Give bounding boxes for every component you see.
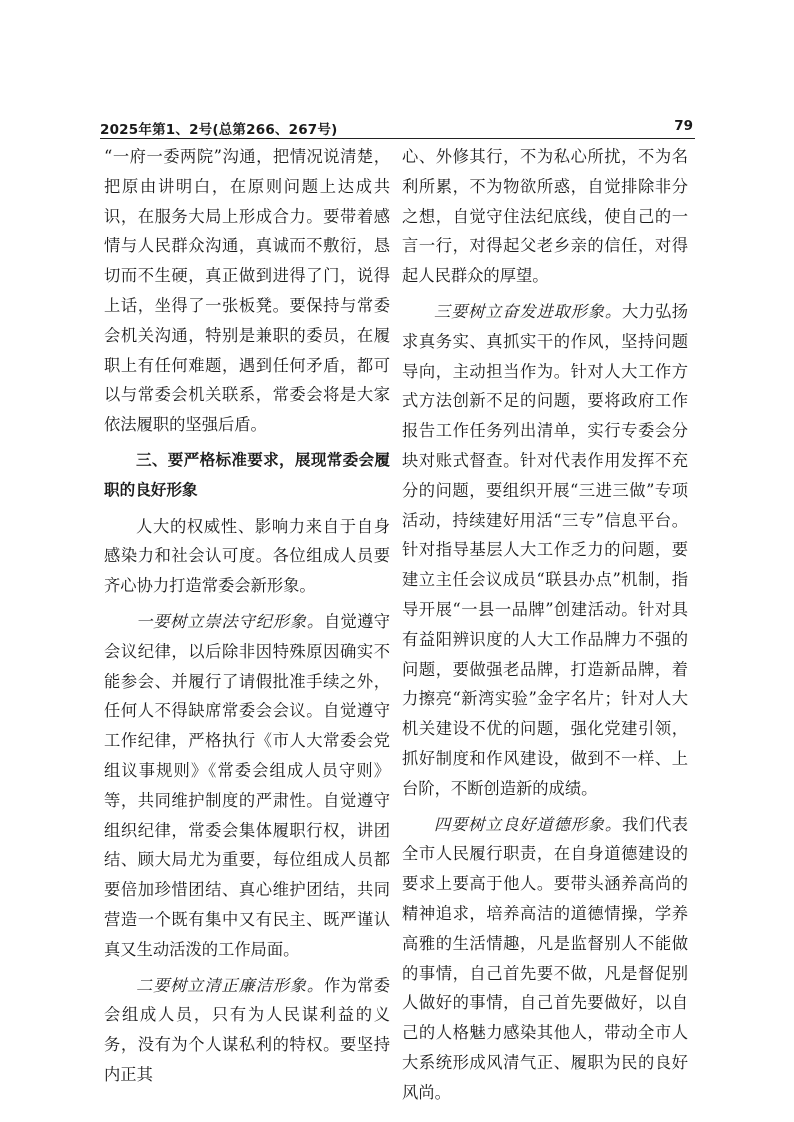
page-number: 79 <box>674 118 693 134</box>
point-four-lead: 四要树立良好道德形象。 <box>434 814 622 834</box>
paragraph-continued-right: 心、外修其行，不为私心所扰，不为名利所累，不为物欲所惑，自觉排除非分之想，自觉守住法纪底线，使自己的一言一行，对得起父老乡亲的信任，对得起人民群众的厚望。 <box>402 147 688 286</box>
paragraph-intro: 人大的权威性、影响力来自于自身感染力和社会认可度。各位组成人员要齐心协力打造常委会新形象。 <box>104 516 390 596</box>
paragraph-point-one <box>104 607 390 965</box>
header-rule <box>100 138 695 139</box>
paragraph-continued: “一府一委两院”沟通，把情况说清楚，把原由讲明白，在原则问题上达成共识，在服务大局上形成合力。要带着感情与人民群众沟通，真诚而不敷衍，恳切而不生硬，真正做到进得了门，说得上话，坐得了一张板凳。要保持与常委会机关沟通，特别是兼职的委员，在履职上有任何难题，遇到任何矛盾，都可以与常委会机关联系，常委会将是大家依法履职的坚强后盾。 <box>104 147 390 435</box>
point-two-body: 作为常委会组成人员，只有为人民谋利益的义务，没有为个人谋私利的特权。要坚持内正其 <box>104 975 390 1084</box>
paragraph-point-two <box>104 971 390 1090</box>
point-three-lead: 三要树立奋发进取形象。 <box>434 301 622 321</box>
point-one-lead: 一要树立崇法守纪形象。 <box>136 611 324 631</box>
running-header <box>100 118 695 136</box>
right-column <box>402 142 688 1108</box>
paragraph-point-four <box>402 810 688 1108</box>
left-column <box>104 142 390 1090</box>
point-three-body: 大力弘扬求真务实、真抓实干的作风，坚持问题导向，主动担当作为。针对人大工作方式方法创新不足的问题，要将政府工作报告工作任务列出清单，实行专委会分块对账式督查。针对代表作用发挥不充分的问题，要组织开展“三进三做”专项活动，持续建好用活“三专”信息平台。针对指导基层人大工作乏力的问题，要建立主任会议成员“联县办点”机制，指导开展“一县一品牌”创建活动。针对具有益阳辨识度的人大工作品牌力不强的问题，要做强老品牌，打造新品牌，着力擦亮“新湾实验”金字名片；针对人大机关建设不优的问题，强化党建引领，抓好制度和作风建设，做到不一样、上台阶，不断创造新的成绩。 <box>402 301 688 798</box>
point-four-body: 我们代表全市人民履行职责，在自身道德建设的要求上要高于他人。要带头涵养高尚的精神追求，培养高洁的道德情操，学养高雅的生活情趣，凡是监督别人不能做的事情，自己首先要不做，凡是督促别人做好的事情，自己首先要做好，以自己的人格魅力感染其他人，带动全市人大系统形成风清气正、履职为民的良好风尚。 <box>402 814 688 1102</box>
point-two-lead: 二要树立清正廉洁形象。 <box>136 975 324 995</box>
issue-info: 2025年第1、2号(总第266、267号) <box>100 122 338 138</box>
section-heading: 三、要严格标准要求，展现常委会履职的良好形象 <box>104 450 390 499</box>
point-one-body: 自觉遵守会议纪律，以后除非因特殊原因确实不能参会、并履行了请假批准手续之外，任何人不得缺席常委会会议。自觉遵守工作纪律，严格执行《市人大常委会党组议事规则》《常委会组成人员守则》等，共同维护制度的严肃性。自觉遵守组织纪律，常委会集体履职行权，讲团结、顾大局尤为重要，每位组成人员都要倍加珍惜团结、真心维护团结，共同营造一个既有集中又有民主、既严谨认真又生动活泼的工作局面。 <box>104 611 390 959</box>
paragraph-point-three <box>402 297 688 804</box>
